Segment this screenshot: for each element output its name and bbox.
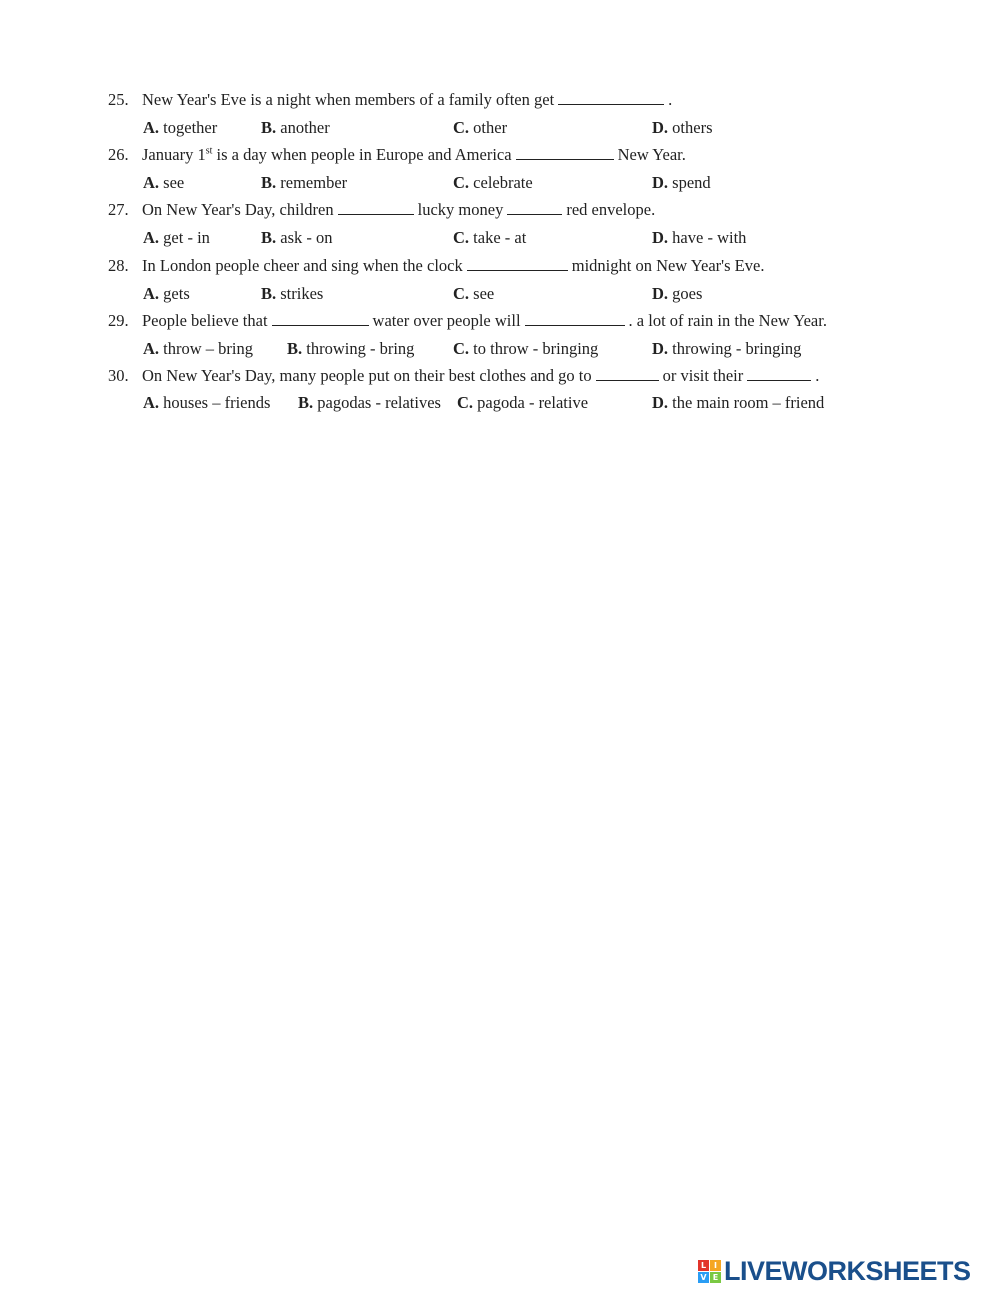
question-text: In London people cheer and sing when the clock — [142, 256, 463, 275]
question-text: red envelope. — [566, 200, 656, 219]
question-text: or visit their — [662, 366, 744, 385]
option-d[interactable]: D. others — [652, 118, 713, 137]
question-text: water over people will — [372, 311, 521, 330]
question-text: People believe that — [142, 311, 268, 330]
answer-blank[interactable] — [338, 201, 414, 215]
answer-blank[interactable] — [747, 367, 811, 381]
answer-blank[interactable] — [516, 146, 614, 160]
question-text: . — [815, 366, 820, 385]
liveworksheets-logo[interactable] — [698, 1255, 971, 1286]
option-a[interactable]: A. together — [143, 118, 218, 137]
option-c[interactable]: C. celebrate — [453, 173, 533, 192]
logo-tile: I — [710, 1260, 721, 1271]
question-text: . — [668, 90, 673, 109]
option-a[interactable]: A. throw – bring — [143, 339, 253, 358]
answer-blank[interactable] — [525, 312, 625, 326]
question-text: On New Year's Day, many people put on their best clothes and go to — [142, 366, 592, 385]
question-number: 30. — [108, 366, 129, 385]
question-text: is a day when people in Europe and America — [212, 145, 512, 164]
question-number: 28. — [108, 256, 129, 275]
option-d[interactable]: D. spend — [652, 173, 711, 192]
question-text: . a lot of rain in the New Year. — [628, 311, 827, 330]
option-c[interactable]: C. see — [453, 284, 495, 303]
logo-tile: L — [698, 1260, 709, 1271]
answer-blank[interactable] — [596, 367, 659, 381]
question-text: January 1 — [142, 145, 206, 164]
answer-blank[interactable] — [467, 257, 568, 271]
question-text: On New Year's Day, children — [142, 200, 334, 219]
question-text: lucky money — [417, 200, 504, 219]
question-29 — [108, 311, 827, 331]
logo-tile: E — [710, 1272, 721, 1283]
option-c[interactable]: C. other — [453, 118, 508, 137]
option-b[interactable]: B. strikes — [261, 284, 324, 303]
question-text: New Year's Eve is a night when members of a family often get — [142, 90, 555, 109]
question-25 — [108, 90, 672, 110]
option-a[interactable]: A. see — [143, 173, 185, 192]
option-d[interactable]: D. goes — [652, 284, 703, 303]
option-b[interactable]: B. pagodas - relatives — [298, 393, 441, 412]
logo-tile: V — [698, 1272, 709, 1283]
option-b[interactable]: B. another — [261, 118, 330, 137]
question-number: 27. — [108, 200, 129, 219]
question-number: 26. — [108, 145, 129, 164]
option-d[interactable]: D. the main room – friend — [652, 393, 825, 412]
option-a[interactable]: A. gets — [143, 284, 190, 303]
question-text: New Year. — [617, 145, 686, 164]
option-d[interactable]: D. throwing - bringing — [652, 339, 802, 358]
question-number: 29. — [108, 311, 129, 330]
question-26 — [108, 145, 686, 165]
answer-blank[interactable] — [272, 312, 369, 326]
logo-text: LIVEWORKSHEETS — [724, 1255, 971, 1286]
option-c[interactable]: C. to throw - bringing — [453, 339, 599, 358]
option-a[interactable]: A. get - in — [143, 228, 210, 247]
option-d[interactable]: D. have - with — [652, 228, 747, 247]
superscript: st — [205, 145, 213, 157]
option-a[interactable]: A. houses – friends — [143, 393, 271, 412]
option-b[interactable]: B. ask - on — [261, 228, 333, 247]
option-b[interactable]: B. throwing - bring — [287, 339, 415, 358]
question-number: 25. — [108, 90, 129, 109]
question-27 — [108, 200, 655, 220]
option-c[interactable]: C. take - at — [453, 228, 527, 247]
question-30 — [108, 366, 819, 386]
option-b[interactable]: B. remember — [261, 173, 348, 192]
answer-blank[interactable] — [558, 91, 664, 105]
logo-icon — [698, 1260, 721, 1283]
question-28 — [108, 256, 764, 276]
option-c[interactable]: C. pagoda - relative — [457, 393, 589, 412]
question-text: midnight on New Year's Eve. — [571, 256, 765, 275]
answer-blank[interactable] — [507, 201, 562, 215]
